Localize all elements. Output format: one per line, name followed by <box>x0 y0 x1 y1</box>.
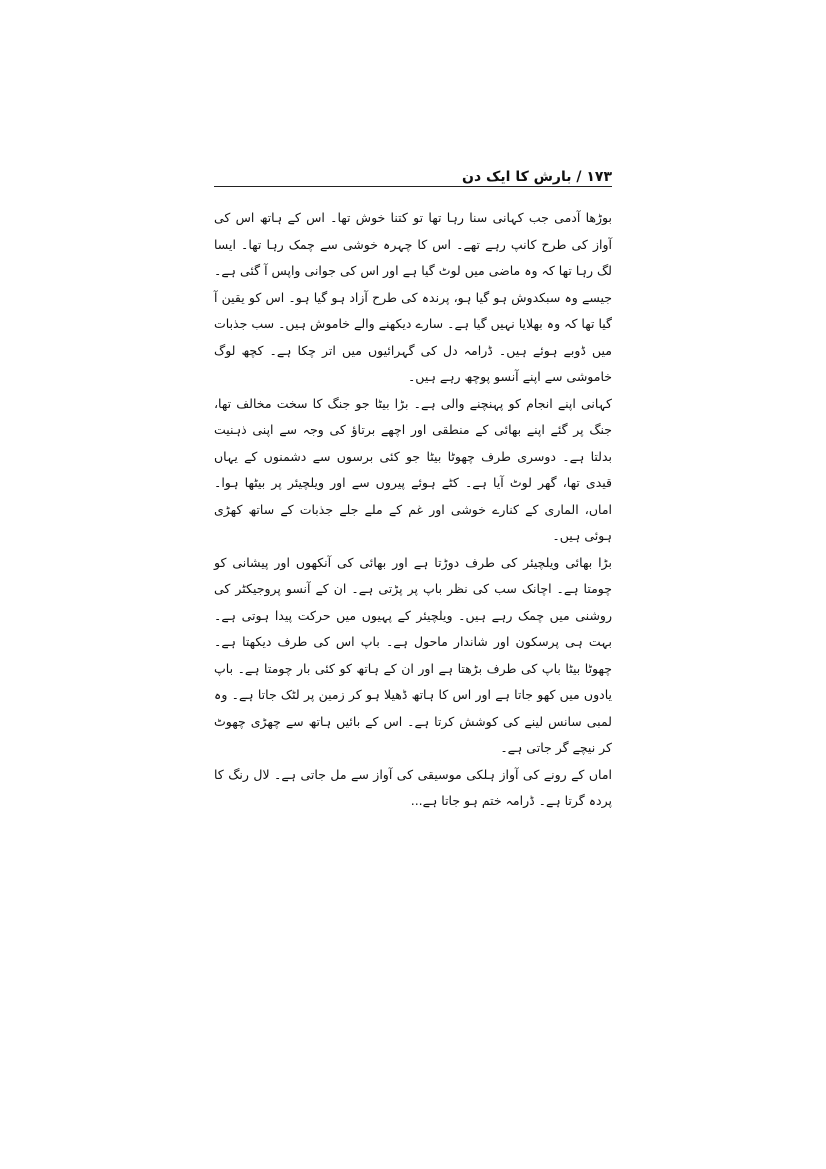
paragraph-2: کہانی اپنے انجام کو پہنچنے والی ہے۔ بڑا بیٹا جو جنگ کا سخت مخالف تھا، جنگ پر گئے اپنے بھائی کے منطقی اور اچھے برتاؤ کی وجہ سے اپنی ذہنیت بدلتا ہے۔ دوسری طرف چھوٹا بیٹا جو کئی برسوں سے دشمنوں کے یہاں قیدی تھا، گھر لوٹ آیا ہے۔ کٹے ہوئے پیروں سے اور ویلچیئر پر بیٹھا ہوا۔ اماں، الماری کے کنارے خوشی اور غم کے ملے جلے جذبات کے ساتھ کھڑی ہوئی ہیں۔ <box>214 395 612 543</box>
header-rule <box>214 186 612 187</box>
body-text <box>214 205 612 815</box>
paragraph-3: بڑا بھائی ویلچیئر کی طرف دوڑتا ہے اور بھائی کی آنکھوں اور پیشانی کو چومتا ہے۔ اچانک سب کی نظر باپ پر پڑتی ہے۔ ان کے آنسو پروجیکٹر کی روشنی میں چمک رہے ہیں۔ ویلچیئر کے پہیوں میں حرکت پیدا ہوتی ہے۔ بہت ہی پرسکون اور شاندار ماحول ہے۔ باپ اس کی طرف دیکھتا ہے۔ چھوٹا بیٹا باپ کی طرف بڑھتا ہے اور ان کے ہاتھ کو کئی بار چومتا ہے۔ باپ یادوں میں کھو جاتا ہے اور اس کا ہاتھ ڈھیلا ہو کر زمین پر لٹک جاتا ہے۔ وہ لمبی سانس لینے کی کوشش کرتا ہے۔ اس کے بائیں ہاتھ سے چھڑی چھوٹ کر نیچے گر جاتی ہے۔ <box>214 554 612 755</box>
paragraph-4: اماں کے رونے کی آواز ہلکی موسیقی کی آواز سے مل جاتی ہے۔ لال رنگ کا پردہ گرتا ہے۔ ڈرامہ ختم ہو جاتا ہے... <box>214 766 612 808</box>
running-header: ۱۷۳ / بارش کا ایک دن <box>462 169 612 185</box>
paragraph-1: بوڑھا آدمی جب کہانی سنا رہا تھا تو کتنا خوش تھا۔ اس کے ہاتھ اس کی آواز کی طرح کانپ رہے تھے۔ اس کا چہرہ خوشی سے چمک رہا تھا۔ ایسا لگ رہا تھا کہ وہ ماضی میں لوٹ گیا ہے اور اس کی جوانی واپس آ گئی ہے۔ جیسے وہ سبکدوش ہو گیا ہو، پرندہ کی طرح آزاد ہو گیا ہو۔ اس کو یقین آ گیا تھا کہ وہ بھلایا نہیں گیا ہے۔ سارے دیکھنے والے خاموش ہیں۔ سب جذبات میں ڈوبے ہوئے ہیں۔ ڈرامہ دل کی گہرائیوں میں اتر چکا ہے۔ کچھ لوگ خاموشی سے اپنے آنسو پوچھ رہے ہیں۔ <box>214 210 612 384</box>
